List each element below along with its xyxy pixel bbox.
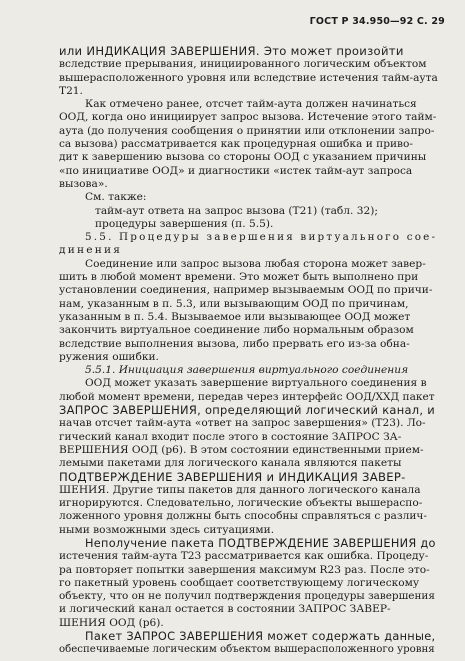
text-line: и логический канал остается в состоянии ЗАПРОС ЗАВЕР- — [59, 603, 391, 616]
text-line: ЗАПРОС ЗАВЕРШЕНИЯ, определяющий логический канал, и — [59, 403, 436, 418]
text-line: См. также: — [85, 191, 147, 204]
text-line: лемыми пакетами для логического канала являются пакеты — [59, 457, 402, 470]
text-line: дит к завершению вызова со стороны ООД с указанием причины — [59, 151, 427, 164]
text-line: ООД может указать завершение виртуального соединения в — [85, 377, 427, 390]
text-line: ООД, когда оно инициирует запрос вызова. Истечение этого тайм- — [59, 111, 437, 124]
text-line: аута (до получения сообщения о принятии или отклонении запро- — [59, 124, 435, 137]
text-line: любой момент времени, передав через интерфейс ООД/ХХД пакет — [59, 390, 435, 403]
text-line: Соединение или запрос вызова любая сторона может завер- — [85, 257, 426, 270]
body-text — [59, 45, 439, 657]
text-line: са вызова) рассматривается как процедурная ошибка и приво- — [59, 138, 413, 151]
text-line: ложенного уровня должны быть способны справляться с различ- — [59, 510, 427, 523]
text-line: вышерасположенного уровня или вследствие истечения тайм-аута — [59, 71, 438, 84]
text-line: ВЕРШЕНИЯ ООД (р6). В этом состоянии единственными прием- — [59, 443, 424, 456]
text-line: объекту, что он не получил подтверждения процедуры завершения — [59, 590, 435, 603]
text-line: вследствие прерывания, инициированного логическим объектом — [59, 58, 427, 71]
text-line: процедуры завершения (п. 5.5). — [95, 217, 274, 230]
text-line: «по инициативе ООД» и диагностики «истек тайм-аут запроса — [59, 164, 413, 177]
text-line: ШЕНИЯ. Другие типы пакетов для данного логического канала — [59, 483, 421, 496]
text-line: вследствие выполнения вызова, либо прервать его из-за обна- — [59, 337, 410, 350]
text-line: гический канал входит после этого в состояние ЗАПРОС ЗА- — [59, 430, 402, 443]
text-line: Пакет ЗАПРОС ЗАВЕРШЕНИЯ может содержать данные, — [85, 629, 436, 644]
page-header: ГОСТ Р 34.950—92 С. 29 — [309, 16, 445, 27]
text-line: Т21. — [59, 84, 83, 97]
text-line: или ИНДИКАЦИЯ ЗАВЕРШЕНИЯ. Это может произойти — [59, 44, 404, 58]
text-line: ра повторяет попытки завершения максимум R23 раз. После это- — [59, 563, 430, 576]
text-line: указанным в п. 5.4. Вызываемое или вызывающее ООД может — [59, 310, 411, 323]
text-line: ными возможными здесь ситуациями. — [59, 523, 275, 536]
text-line: Как отмечено ранее, отсчет тайм-аута должен начинаться — [85, 98, 417, 111]
text-line: закончить виртуальное соединение либо нормальным образом — [59, 324, 414, 337]
text-line: вызова». — [59, 177, 108, 190]
text-line: го пакетный уровень сообщает соответствующему логическому — [59, 576, 420, 589]
text-line: 5.5.1. Инициация завершения виртуального соединения — [85, 364, 409, 377]
text-line: игнорируются. Следовательно, логические объекты вышераспо- — [59, 497, 423, 510]
text-line: 5.5. Процедуры завершения виртуального сое- — [85, 231, 438, 244]
text-line: динения — [59, 244, 123, 257]
text-line: Неполучение пакета ПОДТВЕРЖДЕНИЕ ЗАВЕРШЕНИЯ до — [85, 536, 436, 550]
text-line: начав отсчет тайм-аута «ответ на запрос завершения» (Т23). Ло- — [59, 417, 426, 430]
text-line: шить в любой момент времени. Это может быть выполнено при — [59, 271, 419, 284]
text-line: нам, указанным в п. 5.3, или вызывающим ООД по причинам, — [59, 297, 409, 310]
text-line: ШЕНИЯ ООД (р6). — [59, 616, 164, 629]
text-line: истечения тайм-аута Т23 рассматривается как ошибка. Процеду- — [59, 550, 429, 563]
text-line: ружения ошибки. — [59, 350, 159, 363]
text-line: тайм-аут ответа на запрос вызова (Т21) (табл. 32); — [95, 204, 378, 217]
text-line: обеспечиваемые логическим объектом вышерасположенного уровня — [59, 644, 435, 656]
text-line: ПОДТВЕРЖДЕНИЕ ЗАВЕРШЕНИЯ и ИНДИКАЦИЯ ЗАВЕР- — [59, 469, 406, 484]
text-line: установлении соединения, например вызываемым ООД по причи- — [59, 284, 433, 297]
